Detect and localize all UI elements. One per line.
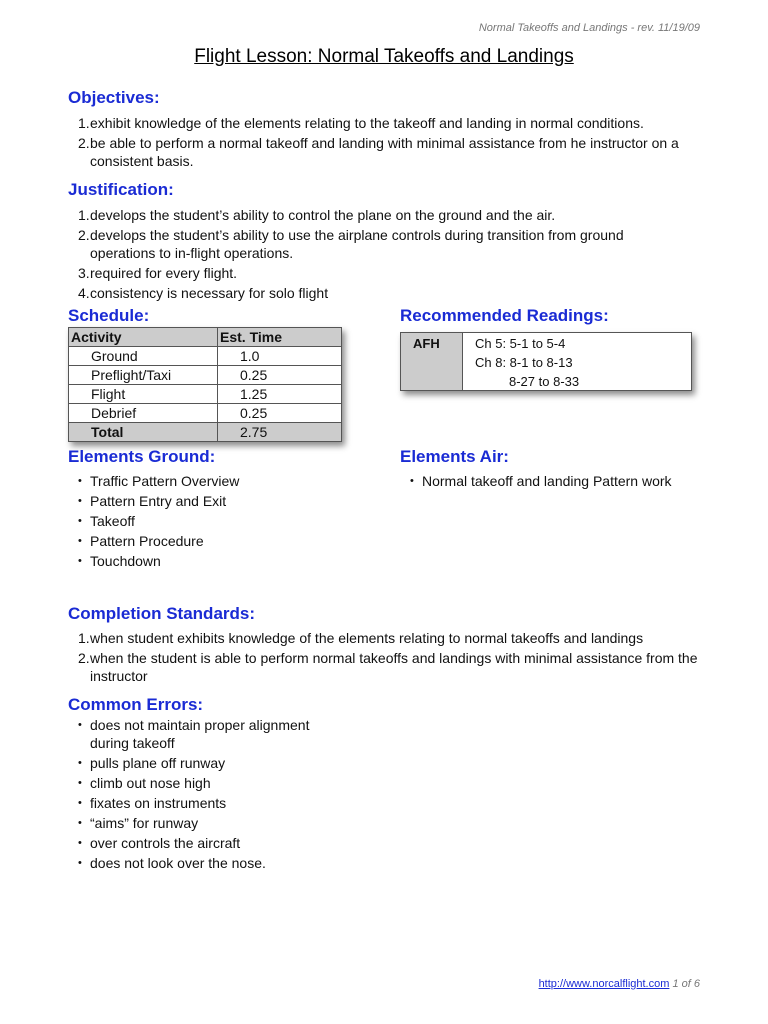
activity-cell: Preflight/Taxi: [69, 366, 218, 385]
schedule-table: [68, 327, 342, 442]
objectives-heading: Objectives:: [68, 88, 160, 107]
errors-heading: Common Errors:: [68, 695, 204, 714]
table-row: [69, 385, 342, 404]
list-item: 3. required for every flight.: [78, 265, 238, 281]
readings-heading: Recommended Readings:: [400, 306, 609, 325]
activity-cell: Ground: [69, 347, 218, 366]
list-item: • Touchdown: [68, 552, 368, 570]
table-row: [69, 404, 342, 423]
activity-cell: Debrief: [69, 404, 218, 423]
list-item: 4. consistency is necessary for solo flight: [78, 285, 329, 301]
readings-source: AFH: [401, 333, 463, 390]
errors-list: [68, 716, 338, 874]
list-item: • Normal takeoff and landing Pattern work: [400, 472, 710, 490]
list-item: • Pattern Procedure: [68, 532, 368, 550]
chapter-line: Ch 5: 5-1 to 5-4: [475, 336, 566, 351]
elements-ground-heading: Elements Ground:: [68, 447, 216, 466]
readings-chapters: [463, 333, 579, 390]
list-item: 1. exhibit knowledge of the elements relating to the takeoff and landing in normal conditions.: [78, 115, 644, 131]
completion-list: [70, 629, 700, 687]
readings-table: [400, 332, 692, 391]
time-cell: 2.75: [218, 423, 342, 442]
list-item: • climb out nose high: [68, 774, 338, 792]
elements-ground-list: [68, 472, 368, 572]
page-number: 1 of 6: [672, 978, 700, 990]
list-item: 2. when the student is able to perform normal takeoffs and landings with minimal assistance from the instructor: [78, 650, 698, 684]
list-item: 1. when student exhibits knowledge of the elements relating to normal takeoffs and landings: [78, 630, 644, 646]
total-row: [69, 423, 342, 442]
list-item: • Pattern Entry and Exit: [68, 492, 368, 510]
list-item: • does not look over the nose.: [68, 854, 338, 872]
time-cell: 0.25: [218, 366, 342, 385]
completion-heading: Completion Standards:: [68, 604, 256, 623]
schedule-header-row: [69, 328, 342, 347]
chapter-line: Ch 8: 8-1 to 8-13: [475, 355, 573, 370]
list-item: • “aims” for runway: [68, 814, 338, 832]
page-title: Flight Lesson: Normal Takeoffs and Landings: [194, 46, 574, 67]
header-note: Normal Takeoffs and Landings - rev. 11/19/09: [478, 22, 700, 34]
time-cell: 0.25: [218, 404, 342, 423]
website-link[interactable]: http://www.norcalflight.com: [538, 978, 670, 990]
justification-list: [70, 206, 690, 304]
list-item: 1. develops the student’s ability to control the plane on the ground and the air.: [78, 207, 556, 223]
chapter-line: 8-27 to 8-33: [509, 374, 580, 389]
activity-cell: Flight: [69, 385, 218, 404]
activity-cell: Total: [69, 423, 218, 442]
list-item: 2. develops the student’s ability to use the airplane controls during transition from ground operations to in-flight operations.: [78, 227, 624, 261]
elements-air-heading: Elements Air:: [400, 447, 509, 466]
schedule-heading: Schedule:: [68, 306, 150, 325]
list-item: 2. be able to perform a normal takeoff and landing with minimal assistance from he instructor on a consistent basis.: [78, 135, 679, 169]
time-cell: 1.25: [218, 385, 342, 404]
time-cell: 1.0: [218, 347, 342, 366]
justification-heading: Justification:: [68, 180, 174, 199]
column-header: Est. Time: [218, 328, 342, 347]
list-item: • fixates on instruments: [68, 794, 338, 812]
list-item: • Traffic Pattern Overview: [68, 472, 368, 490]
elements-air-list: [400, 472, 710, 492]
objectives-list: [70, 114, 710, 172]
list-item: • does not maintain proper alignment during takeoff: [68, 716, 338, 752]
list-item: • Takeoff: [68, 512, 368, 530]
table-row: [69, 366, 342, 385]
footer: [539, 978, 700, 990]
list-item: • over controls the aircraft: [68, 834, 338, 852]
column-header: Activity: [69, 328, 218, 347]
list-item: • pulls plane off runway: [68, 754, 338, 772]
table-row: [69, 347, 342, 366]
